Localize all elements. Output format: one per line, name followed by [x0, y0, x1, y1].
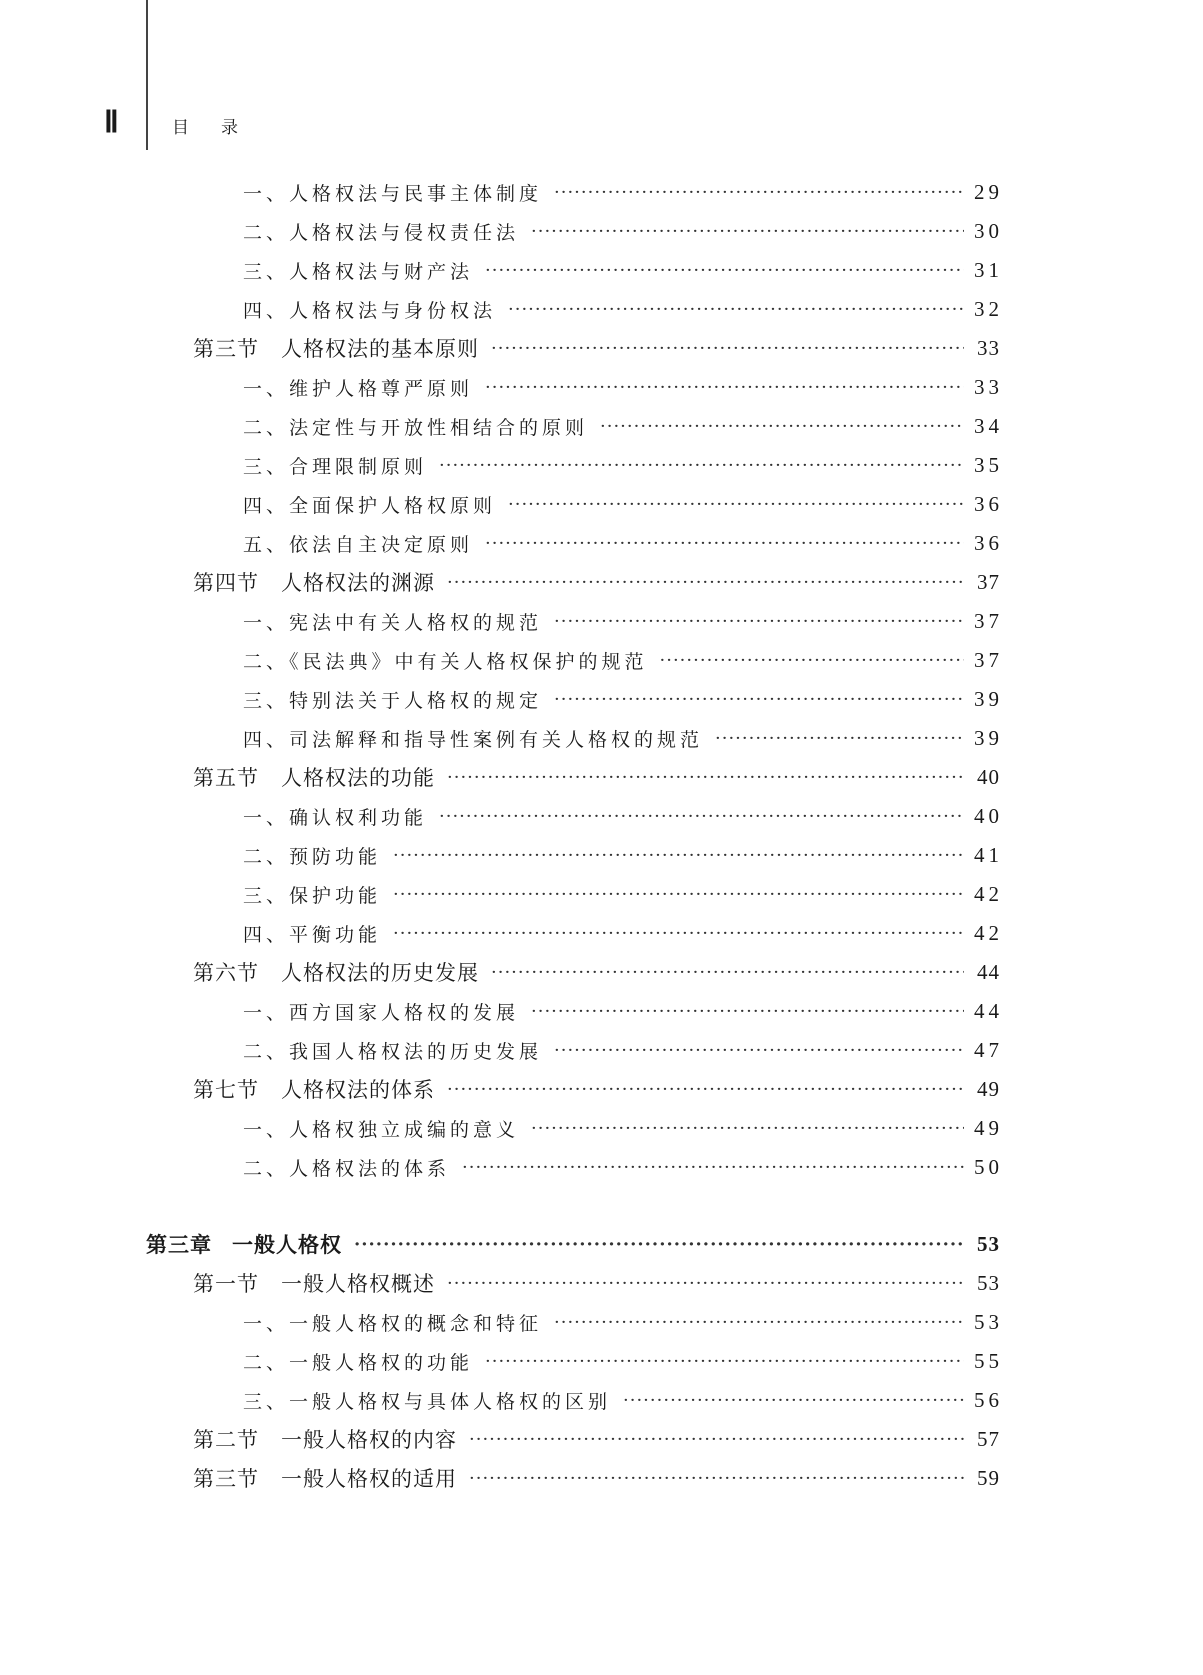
- toc-chapter-row[interactable]: [146, 1227, 1000, 1261]
- dot-leader: [469, 1468, 964, 1489]
- toc-page-number: 40: [977, 764, 1000, 789]
- dot-leader: [531, 1118, 964, 1139]
- toc-entry-label: [193, 567, 447, 597]
- toc-entry-number: 第五节: [193, 766, 259, 790]
- toc-page-number: 55: [974, 1348, 1003, 1373]
- toc-item-row[interactable]: [243, 799, 1003, 833]
- toc-entry-label: 二、《民法典》中有关人格权保护的规范: [243, 650, 648, 673]
- dot-leader: [623, 1390, 964, 1411]
- toc-entry-label: 四、司法解释和指导性案例有关人格权的规范: [243, 728, 704, 751]
- toc-entry-title: 一般人格权概述: [281, 1272, 435, 1296]
- toc-page-number: 41: [974, 842, 1003, 867]
- dot-leader: [554, 1312, 964, 1333]
- toc-page-number: 56: [974, 1387, 1003, 1412]
- toc-entry-label: [193, 762, 447, 792]
- toc-entry-title: 人格权法的渊源: [281, 571, 435, 595]
- page-number: Ⅱ: [104, 106, 119, 139]
- dot-leader: [491, 338, 964, 359]
- toc-entry-label: 四、人格权法与身份权法: [243, 299, 497, 322]
- toc-item-row[interactable]: [243, 838, 1003, 872]
- toc-item-row[interactable]: [243, 214, 1003, 248]
- toc-entry-label: [193, 333, 491, 363]
- toc-section-row[interactable]: [193, 1422, 1000, 1456]
- toc-entry-label: 三、一般人格权与具体人格权的区别: [243, 1390, 612, 1413]
- toc-section-row[interactable]: [193, 1266, 1000, 1300]
- toc-item-row[interactable]: [243, 1305, 1003, 1339]
- toc-page-number: 53: [974, 1309, 1003, 1334]
- toc-page-number: 34: [974, 413, 1003, 438]
- dot-leader: [447, 572, 964, 593]
- toc-item-row[interactable]: [243, 1383, 1003, 1417]
- dot-leader: [485, 533, 964, 554]
- toc-entry-label: 二、一般人格权的功能: [243, 1351, 474, 1374]
- toc-page-number: 37: [974, 608, 1003, 633]
- toc-entry-label: 二、人格权法与侵权责任法: [243, 221, 520, 244]
- toc-entry-label: 二、法定性与开放性相结合的原则: [243, 416, 589, 439]
- toc-entry-label: 四、全面保护人格权原则: [243, 494, 497, 517]
- toc-item-row[interactable]: [243, 175, 1003, 209]
- toc-section-row[interactable]: [193, 955, 1000, 989]
- toc-item-row[interactable]: [243, 1150, 1003, 1184]
- toc-page-number: 39: [974, 725, 1003, 750]
- toc-item-row[interactable]: [243, 994, 1003, 1028]
- toc-page-number: 33: [977, 335, 1000, 360]
- toc-entry-number: 第二节: [193, 1428, 259, 1452]
- toc-page-number: 30: [974, 218, 1003, 243]
- toc-item-row[interactable]: [243, 1111, 1003, 1145]
- toc-item-row[interactable]: [243, 1344, 1003, 1378]
- toc-section-row[interactable]: [193, 1072, 1000, 1106]
- toc-entry-label: [193, 957, 491, 987]
- toc-item-row[interactable]: [243, 526, 1003, 560]
- toc-entry-number: 第三章: [146, 1232, 212, 1257]
- toc-entry-title: 人格权法的基本原则: [281, 337, 479, 361]
- toc-entry-label: 一、维护人格尊严原则: [243, 377, 474, 400]
- dot-leader: [354, 1234, 964, 1255]
- toc-section-row[interactable]: [193, 1461, 1000, 1495]
- toc-entry-label: 一、确认权利功能: [243, 806, 428, 829]
- toc-page-number: 44: [977, 959, 1000, 984]
- toc-entry-label: [193, 1074, 447, 1104]
- toc-entry-label: 二、我国人格权法的历史发展: [243, 1040, 543, 1063]
- dot-leader: [554, 689, 964, 710]
- toc-page-number: 53: [977, 1270, 1000, 1295]
- toc-page-number: 33: [974, 374, 1003, 399]
- toc-page-number: 59: [977, 1465, 1000, 1490]
- toc-entry-label: [193, 1463, 469, 1493]
- toc-entry-label: 三、人格权法与财产法: [243, 260, 474, 283]
- dot-leader: [447, 767, 964, 788]
- dot-leader: [491, 962, 964, 983]
- toc-page-number: 53: [977, 1231, 1000, 1256]
- toc-entry-label: 三、合理限制原则: [243, 455, 428, 478]
- dot-leader: [508, 494, 964, 515]
- dot-leader: [439, 455, 964, 476]
- toc-entry-label: 一、西方国家人格权的发展: [243, 1001, 520, 1024]
- toc-page-number: 49: [974, 1115, 1003, 1140]
- toc-item-row[interactable]: [243, 877, 1003, 911]
- dot-leader: [715, 728, 964, 749]
- toc-page-number: 39: [974, 686, 1003, 711]
- toc-page-number: 36: [974, 491, 1003, 516]
- dot-leader: [393, 923, 964, 944]
- toc-entry-number: 第四节: [193, 571, 259, 595]
- dot-leader: [531, 221, 964, 242]
- toc-entry-label: [193, 1424, 469, 1454]
- toc-entry-label: 二、预防功能: [243, 845, 382, 868]
- toc-page-number: 47: [974, 1037, 1003, 1062]
- toc-page-number: 35: [974, 452, 1003, 477]
- toc-entry-title: 一般人格权的内容: [281, 1428, 457, 1452]
- toc-entry-label: 三、保护功能: [243, 884, 382, 907]
- toc-page-number: 29: [974, 179, 1003, 204]
- toc-item-row[interactable]: [243, 253, 1003, 287]
- dot-leader: [393, 845, 964, 866]
- toc-item-row[interactable]: [243, 721, 1003, 755]
- toc-item-row[interactable]: [243, 682, 1003, 716]
- toc-entry-label: 二、人格权法的体系: [243, 1157, 451, 1180]
- toc-page-number: 49: [977, 1076, 1000, 1101]
- toc-entry-label: 一、人格权独立成编的意义: [243, 1118, 520, 1141]
- dot-leader: [439, 806, 964, 827]
- toc-page-number: 57: [977, 1426, 1000, 1451]
- toc-item-row[interactable]: [243, 448, 1003, 482]
- toc-entry-number: 第一节: [193, 1272, 259, 1296]
- dot-leader: [447, 1079, 964, 1100]
- toc-entry-title: 一般人格权的适用: [281, 1467, 457, 1491]
- toc-item-row[interactable]: [243, 292, 1003, 326]
- toc-section-row[interactable]: [193, 565, 1000, 599]
- toc-section-row[interactable]: [193, 331, 1000, 365]
- toc-item-row[interactable]: [243, 409, 1003, 443]
- toc-item-row[interactable]: [243, 604, 1003, 638]
- toc-entry-number: 第三节: [193, 337, 259, 361]
- toc-page-number: 42: [974, 881, 1003, 906]
- toc-item-row[interactable]: [243, 487, 1003, 521]
- toc-entry-number: 第六节: [193, 961, 259, 985]
- dot-leader: [600, 416, 964, 437]
- toc-page-number: 31: [974, 257, 1003, 282]
- toc-item-row[interactable]: [243, 370, 1003, 404]
- toc-page-number: 40: [974, 803, 1003, 828]
- toc-page-number: 37: [974, 647, 1003, 672]
- toc-entry-title: 人格权法的体系: [281, 1078, 435, 1102]
- toc-entry-number: 第三节: [193, 1467, 259, 1491]
- dot-leader: [554, 611, 964, 632]
- dot-leader: [469, 1429, 964, 1450]
- toc-entry-label: 三、特别法关于人格权的规定: [243, 689, 543, 712]
- toc-entry-title: 人格权法的功能: [281, 766, 435, 790]
- toc-page-number: 37: [977, 569, 1000, 594]
- header-divider-rule: [146, 0, 148, 150]
- dot-leader: [554, 182, 964, 203]
- toc-section-row[interactable]: [193, 760, 1000, 794]
- dot-leader: [554, 1040, 964, 1061]
- toc-entry-title: 人格权法的历史发展: [281, 961, 479, 985]
- toc-entry-title: 一般人格权: [232, 1232, 342, 1257]
- toc-entry-number: 第七节: [193, 1078, 259, 1102]
- toc-entry-label: [193, 1268, 447, 1298]
- dot-leader: [462, 1157, 964, 1178]
- toc-page-number: 32: [974, 296, 1003, 321]
- toc-page-number: 50: [974, 1154, 1003, 1179]
- toc-page-number: 44: [974, 998, 1003, 1023]
- toc-page-number: 36: [974, 530, 1003, 555]
- toc-entry-label: [146, 1229, 354, 1259]
- toc-item-row[interactable]: [243, 1033, 1003, 1067]
- toc-item-row[interactable]: [243, 916, 1003, 950]
- dot-leader: [531, 1001, 964, 1022]
- toc-entry-label: 一、宪法中有关人格权的规范: [243, 611, 543, 634]
- dot-leader: [485, 1351, 964, 1372]
- dot-leader: [447, 1273, 964, 1294]
- dot-leader: [485, 260, 964, 281]
- dot-leader: [508, 299, 964, 320]
- running-title: 目录: [172, 118, 270, 138]
- toc-entry-label: 一、一般人格权的概念和特征: [243, 1312, 543, 1335]
- dot-leader: [485, 377, 964, 398]
- toc-entry-label: 五、依法自主决定原则: [243, 533, 474, 556]
- toc-item-row[interactable]: [243, 643, 1003, 677]
- toc-entry-label: 一、人格权法与民事主体制度: [243, 182, 543, 205]
- toc-entry-label: 四、平衡功能: [243, 923, 382, 946]
- dot-leader: [393, 884, 964, 905]
- toc-page-number: 42: [974, 920, 1003, 945]
- dot-leader: [660, 650, 964, 671]
